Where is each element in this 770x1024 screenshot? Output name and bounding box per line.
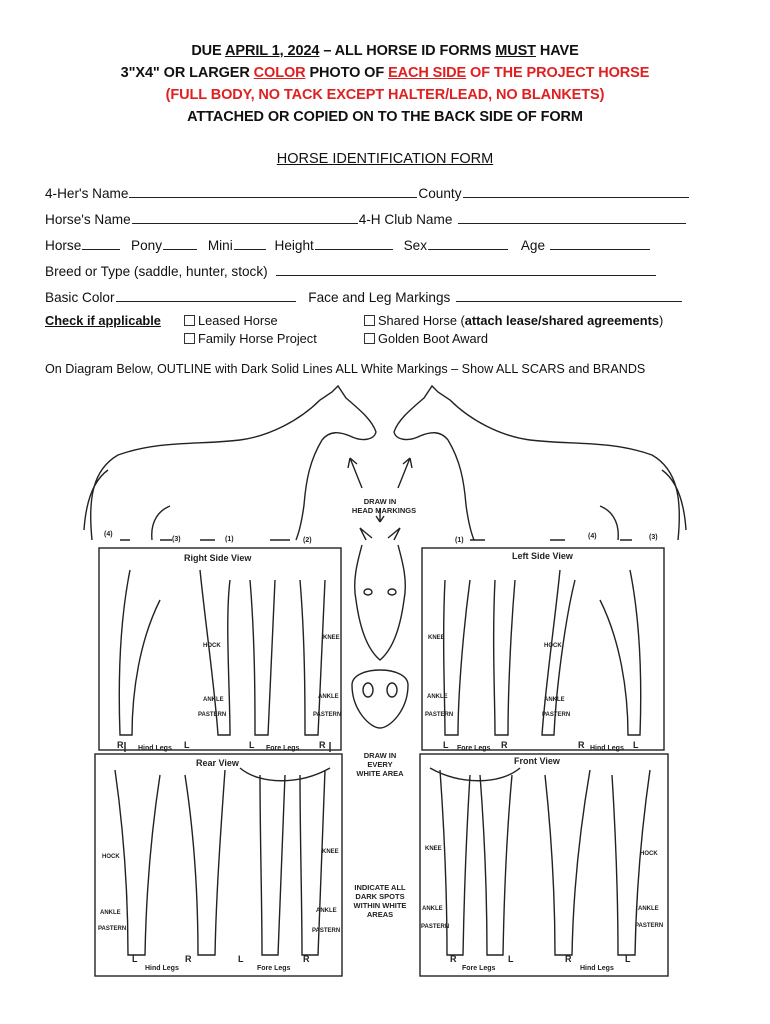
header-text: 3"X4" OR LARGER [120, 65, 254, 81]
ankle-label: ANKLE [318, 694, 339, 700]
draw-area-label-2: EVERY [367, 760, 393, 769]
header-must: MUST [495, 43, 536, 59]
hind-legs-label: Hind Legs [145, 965, 179, 972]
age-label: Age [520, 238, 546, 253]
right-side-legs-outline [119, 570, 325, 735]
marker-4: (4) [588, 533, 597, 540]
hock-label: HOCK [640, 851, 658, 857]
marker-3: (3) [172, 536, 181, 543]
sex-label: Sex [403, 238, 428, 253]
front-view-legs-outline [430, 768, 650, 955]
dark-spots-label-2: DARK SPOTS [355, 892, 405, 901]
r-label: R [501, 740, 508, 750]
l-label: L [633, 740, 639, 750]
diagram-instruction: On Diagram Below, OUTLINE with Dark Solid Lines ALL White Markings – Show ALL SCARS and BRANDS [45, 362, 646, 376]
hock-label: HOCK [203, 643, 221, 649]
l-label: L [132, 954, 138, 964]
shared-label: Shared Horse ( [378, 313, 465, 328]
club-name-label: 4-H Club Name [358, 212, 453, 227]
pastern-label: PASTERN [542, 712, 571, 718]
pastern-label: PASTERN [635, 923, 664, 929]
header-text: – ALL HORSE ID FORMS [319, 43, 496, 59]
left-side-view-title: Left Side View [512, 551, 573, 561]
header-line-4: ATTACHED OR COPIED ON TO THE BACK SIDE OF FORM [187, 109, 583, 125]
ankle-label: ANKLE [203, 697, 224, 703]
marker-2: (2) [303, 537, 312, 544]
r-label: R [185, 954, 192, 964]
draw-head-label-2: HEAD MARKINGS [351, 506, 417, 515]
fore-legs-label: Fore Legs [257, 965, 291, 972]
shared-note: attach lease/shared agreements [464, 313, 659, 328]
mini-label: Mini [207, 238, 233, 253]
height-label: Height [274, 238, 314, 253]
fore-legs-label: Fore Legs [462, 965, 496, 972]
l-label: L [184, 740, 190, 750]
dark-spots-label-4: AREAS [366, 910, 394, 919]
knee-label: KNEE [322, 849, 339, 855]
golden-label: Golden Boot Award [378, 331, 489, 346]
draw-area-label-3: WHITE AREA [356, 769, 404, 778]
check-label: Check if applicable [45, 313, 161, 328]
draw-head-label-1: DRAW IN [363, 497, 397, 506]
knee-label: KNEE [425, 846, 442, 852]
knee-label: KNEE [428, 635, 445, 641]
header-text: DUE [191, 43, 226, 59]
header-each-side: EACH SIDE [388, 65, 467, 81]
r-label: R [117, 740, 124, 750]
hock-label: HOCK [544, 643, 562, 649]
hind-legs-label: Hind Legs [580, 965, 614, 972]
draw-area-label-1: DRAW IN [363, 751, 397, 760]
pastern-label: PASTERN [421, 924, 450, 930]
r-label: R [303, 954, 310, 964]
r-label: R [565, 954, 572, 964]
family-label: Family Horse Project [198, 331, 317, 346]
pastern-label: PASTERN [425, 712, 454, 718]
her-name-label: 4-Her's Name [45, 186, 129, 201]
muzzle-diagram[interactable] [352, 670, 408, 728]
head-front-diagram[interactable] [355, 528, 406, 660]
front-view-box[interactable] [420, 754, 668, 976]
dark-spots-label-3: WITHIN WHITE [353, 901, 407, 910]
pony-label: Pony [131, 238, 163, 253]
pastern-label: PASTERN [313, 712, 342, 718]
basic-color-label: Basic Color [45, 290, 115, 305]
r-label: R [578, 740, 585, 750]
ankle-label: ANKLE [316, 908, 337, 914]
marker-1: (1) [455, 537, 464, 544]
ankle-label: ANKLE [544, 697, 565, 703]
front-view-title: Front View [514, 756, 560, 766]
marker-1: (1) [225, 536, 234, 543]
leased-label: Leased Horse [198, 313, 278, 328]
due-date: APRIL 1, 2024 [225, 43, 320, 59]
l-label: L [238, 954, 244, 964]
hind-legs-label: Hind Legs [590, 745, 624, 752]
marker-3: (3) [649, 534, 658, 541]
ankle-label: ANKLE [100, 910, 121, 916]
header-color: COLOR [253, 65, 306, 81]
hind-legs-label: Hind Legs [138, 745, 172, 752]
ankle-label: ANKLE [422, 906, 443, 912]
horse-label: Horse [45, 238, 82, 253]
rear-view-legs-outline [115, 768, 330, 955]
hock-label: HOCK [102, 854, 120, 860]
knee-label: KNEE [323, 635, 340, 641]
header-text: PHOTO OF [305, 65, 389, 81]
left-side-legs-outline [444, 570, 641, 735]
marker-4: (4) [104, 531, 113, 538]
pastern-label: PASTERN [198, 712, 227, 718]
r-label: R [319, 740, 326, 750]
header-line-3: (FULL BODY, NO TACK EXCEPT HALTER/LEAD, NO BLANKETS) [165, 87, 605, 103]
dark-spots-label-1: INDICATE ALL [354, 883, 406, 892]
l-label: L [249, 740, 255, 750]
header-text: HAVE [535, 43, 579, 59]
header-text: OF THE PROJECT HORSE [466, 65, 650, 81]
l-label: L [443, 740, 449, 750]
fore-legs-label: Fore Legs [457, 745, 491, 752]
ankle-label: ANKLE [427, 694, 448, 700]
horse-right-profile-outline [84, 386, 376, 540]
shared-close: ) [658, 313, 664, 328]
l-label: L [625, 954, 631, 964]
ankle-label: ANKLE [638, 906, 659, 912]
pastern-label: PASTERN [312, 928, 341, 934]
form-title: HORSE IDENTIFICATION FORM [276, 151, 494, 167]
horse-left-profile-outline [394, 386, 686, 540]
breed-label: Breed or Type (saddle, hunter, stock) [45, 264, 268, 279]
county-label: County [418, 186, 462, 201]
fore-legs-label: Fore Legs [266, 745, 300, 752]
markings-label: Face and Leg Markings [308, 290, 451, 305]
rear-view-title: Rear View [196, 758, 239, 768]
pastern-label: PASTERN [98, 926, 127, 932]
l-label: L [508, 954, 514, 964]
horse-name-label: Horse's Name [45, 212, 131, 227]
r-label: R [450, 954, 457, 964]
right-side-view-title: Right Side View [184, 553, 252, 563]
